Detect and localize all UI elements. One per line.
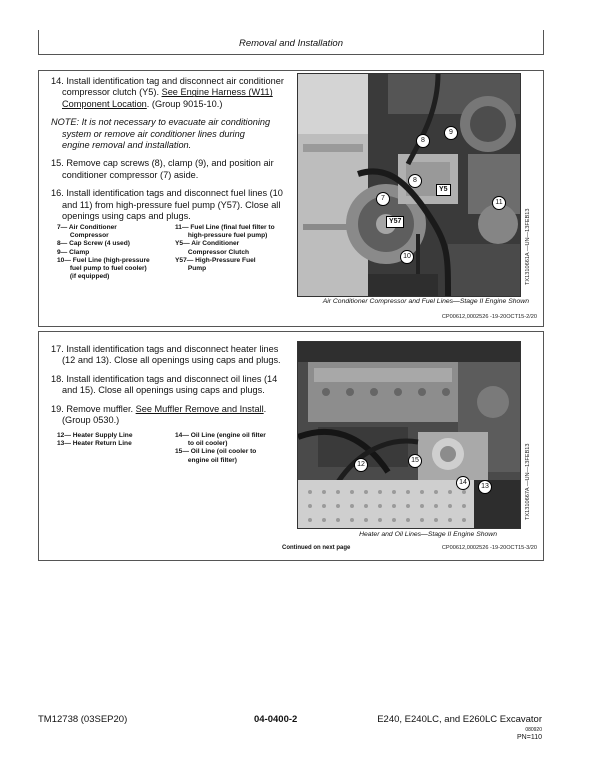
step-number: 18. (51, 373, 64, 384)
legend-item: Compressor (57, 232, 109, 240)
step-18 (51, 374, 291, 397)
note-label: NOTE: (51, 117, 80, 128)
figure-caption-2: Heater and Oil Lines—Stage II Engine Shown (359, 531, 497, 538)
step-text: Install identification tags and disconnect oil lines (14 (66, 373, 278, 384)
callout-y57: Y57 (386, 216, 404, 228)
callout-14: 14 (456, 476, 470, 490)
step-text: and 15). Close all openings using caps and plugs. (62, 385, 265, 396)
footer-date-code: 080920 (525, 727, 542, 733)
note (51, 117, 291, 151)
callout-7: 7 (376, 192, 390, 206)
step-14 (51, 76, 291, 110)
engine-photo-heater-oil (297, 341, 521, 529)
callout-9: 9 (444, 126, 458, 140)
step-text: Remove muffler. (66, 403, 136, 414)
legend-left-1 (57, 224, 150, 281)
step-19 (51, 404, 291, 427)
legend-item: 11— Fuel Line (final fuel filter to (175, 224, 275, 231)
callout-11: 11 (492, 196, 506, 210)
callout-12: 12 (354, 458, 368, 472)
figure-side-tag-2: TX1310667A —UN—13FEB13 (525, 443, 531, 520)
step-text: Install identification tag and disconnect air conditioner (66, 76, 284, 86)
note-text: system or remove air conditioner lines during (62, 128, 245, 139)
legend-item: Compressor Clutch (175, 248, 250, 256)
legend-item: engine oil filter) (175, 456, 237, 464)
page-header (38, 30, 544, 55)
figure-ref-2: CP00612,0002526 -19-20OCT15-3/20 (441, 545, 537, 551)
step-text: and 11) from high-pressure fuel pump (Y57). Close all (62, 199, 281, 210)
step-text: Install identification tags and disconnect fuel lines (10 (66, 188, 283, 199)
figure-ref-1: CP00612,0002526 -19-20OCT15-2/20 (441, 314, 537, 320)
callout-13: 13 (478, 480, 492, 494)
legend-right-2 (175, 432, 266, 465)
callout-y5: Y5 (436, 184, 451, 196)
footer-pn: PN=110 (517, 734, 542, 741)
footer-model: E240, E240LC, and E260LC Excavator (377, 714, 542, 725)
legend-item: 8— Cap Screw (4 used) (57, 240, 130, 248)
step-text: conditioner compressor (7) aside. (62, 169, 199, 180)
legend-item: 14— Oil Line (engine oil filter (175, 432, 266, 439)
legend-item: 10— Fuel Line (high-pressure (57, 256, 150, 264)
figure-side-tag-1: TX1310661A —UN—13FEB13 (525, 208, 531, 285)
note-text: engine removal and installation. (62, 140, 192, 151)
note-text: It is not necessary to evacuate air conditioning (79, 117, 271, 128)
step-17 (51, 344, 291, 367)
step-text: . (263, 403, 267, 414)
step-text: Remove cap screws (8), clamp (9), and position air (66, 158, 274, 169)
legend-right-1 (175, 224, 275, 273)
continued-note: Continued on next page (282, 545, 351, 551)
figure-caption-1: Air Conditioner Compressor and Fuel Lines—Stage II Engine Shown (322, 298, 529, 305)
step-number: 14. (51, 76, 64, 86)
legend-item: high-pressure fuel pump) (175, 232, 268, 240)
legend-item: 15— Oil Line (oil cooler to (175, 448, 257, 456)
legend-item: 12— Heater Supply Line (57, 432, 133, 439)
step-text: compressor clutch (Y5). (62, 87, 162, 98)
page-header-title: Removal and Installation (238, 38, 344, 49)
engine-harness-link[interactable]: See Engine Harness (W11) (161, 87, 273, 98)
legend-item: Y57— High-Pressure Fuel (175, 256, 256, 264)
procedure-block-1 (38, 70, 544, 327)
component-location-link[interactable]: Component Location (62, 98, 147, 109)
step-text: (Group 0530.) (62, 415, 120, 426)
step-text: . (Group 9015-10.) (146, 98, 223, 109)
procedure-text-1 (51, 76, 291, 229)
callout-15: 15 (408, 454, 422, 468)
procedure-block-2 (38, 331, 544, 561)
engine-photo-illustration (298, 342, 520, 528)
legend-item: Pump (175, 265, 207, 273)
step-number: 19. (51, 403, 64, 414)
legend-item: fuel pump to fuel cooler) (57, 265, 147, 273)
step-text: Install identification tags and disconnect heater lines (66, 344, 279, 354)
callout-8: 8 (416, 134, 430, 148)
step-number: 17. (51, 344, 64, 354)
legend-left-2 (57, 432, 132, 448)
legend-item: to oil cooler) (175, 440, 228, 448)
callout-10: 10 (400, 250, 414, 264)
legend-item: 13— Heater Return Line (57, 440, 132, 448)
step-text: (12 and 13). Close all openings using caps and plugs. (62, 355, 281, 366)
legend-item: Y5— Air Conditioner (175, 240, 240, 248)
step-number: 15. (51, 158, 64, 169)
step-text: openings using caps and plugs. (62, 211, 191, 222)
step-number: 16. (51, 188, 64, 199)
engine-photo-compressor (297, 73, 521, 297)
step-16 (51, 188, 291, 222)
procedure-text-2 (51, 344, 291, 433)
legend-item: 7— Air Conditioner (57, 224, 117, 231)
muffler-link[interactable]: See Muffler Remove and Install (135, 403, 264, 414)
legend-item: (if equipped) (57, 273, 110, 281)
footer-manual-id: TM12738 (03SEP20) (38, 714, 128, 725)
callout-8b: 8 (408, 174, 422, 188)
legend-item: 9— Clamp (57, 248, 90, 256)
step-15 (51, 158, 291, 181)
footer-page-number: 04-0400-2 (254, 714, 298, 725)
